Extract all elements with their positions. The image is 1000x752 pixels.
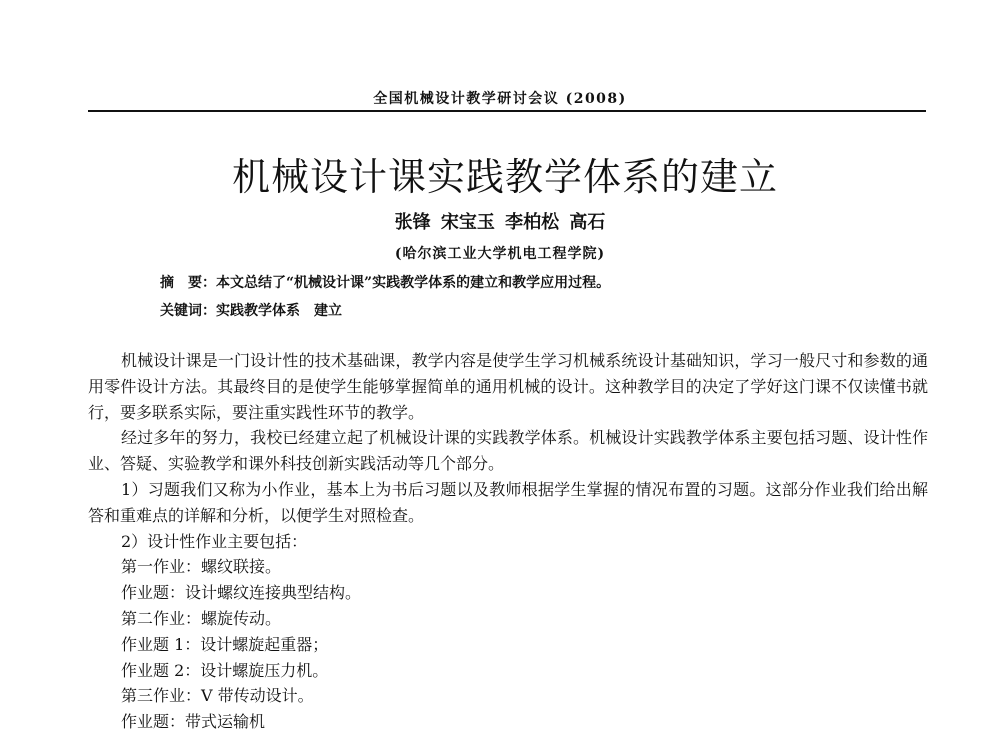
abstract-label: 摘 要：: [160, 275, 216, 291]
running-head: 全国机械设计教学研讨会议 (2008): [373, 91, 627, 107]
abstract: [160, 272, 610, 292]
keywords-text: 实践教学体系 建立: [216, 303, 342, 319]
list-item: 第一作业：螺纹联接。: [121, 557, 282, 577]
list-item: 2）设计性作业主要包括：: [121, 531, 308, 551]
affiliation: (哈尔滨工业大学机电工程学院): [394, 246, 606, 262]
keywords-label: 关键词：: [160, 303, 216, 319]
paragraph: 机械设计课是一门设计性的技术基础课，教学内容是使学生学习机械系统设计基础知识，学习一般尺寸和参数的通用零件设计方法。其最终目的是使学生能够掌握简单的通用机械的设计。这种教学目的决定了学好这门课不仅读懂书就行，要多联系实际，要注重实践性环节的教学。: [88, 351, 928, 422]
list-item: 作业题：带式运输机: [121, 712, 266, 732]
paragraph: 经过多年的努力，我校已经建立起了机械设计课的实践教学体系。机械设计实践教学体系主要包括习题、设计性作业、答疑、实验教学和课外科技创新实践活动等几个部分。: [88, 428, 928, 474]
body-text: [88, 348, 928, 735]
authors: 张锋 宋宝玉 李柏松 高石: [394, 212, 606, 233]
abstract-text: 本文总结了“机械设计课”实践教学体系的建立和教学应用过程。: [216, 275, 611, 291]
list-item: 作业题：设计螺纹连接典型结构。: [121, 583, 362, 603]
list-item: 第二作业：螺旋传动。: [121, 608, 282, 628]
header-rule: [88, 110, 926, 112]
paper-title: 机械设计课实践教学体系的建立: [231, 155, 778, 199]
list-item: 作业题 1：设计螺旋起重器；: [121, 634, 329, 654]
keywords: [160, 300, 342, 320]
paragraph: 1）习题我们又称为小作业，基本上为书后习题以及教师根据学生掌握的情况布置的习题。这部分作业我们给出解答和重难点的详解和分析，以便学生对照检查。: [88, 479, 928, 525]
list-item: 作业题 2：设计螺旋压力机。: [121, 660, 329, 680]
list-item: 第三作业：V 带传动设计。: [121, 686, 314, 706]
